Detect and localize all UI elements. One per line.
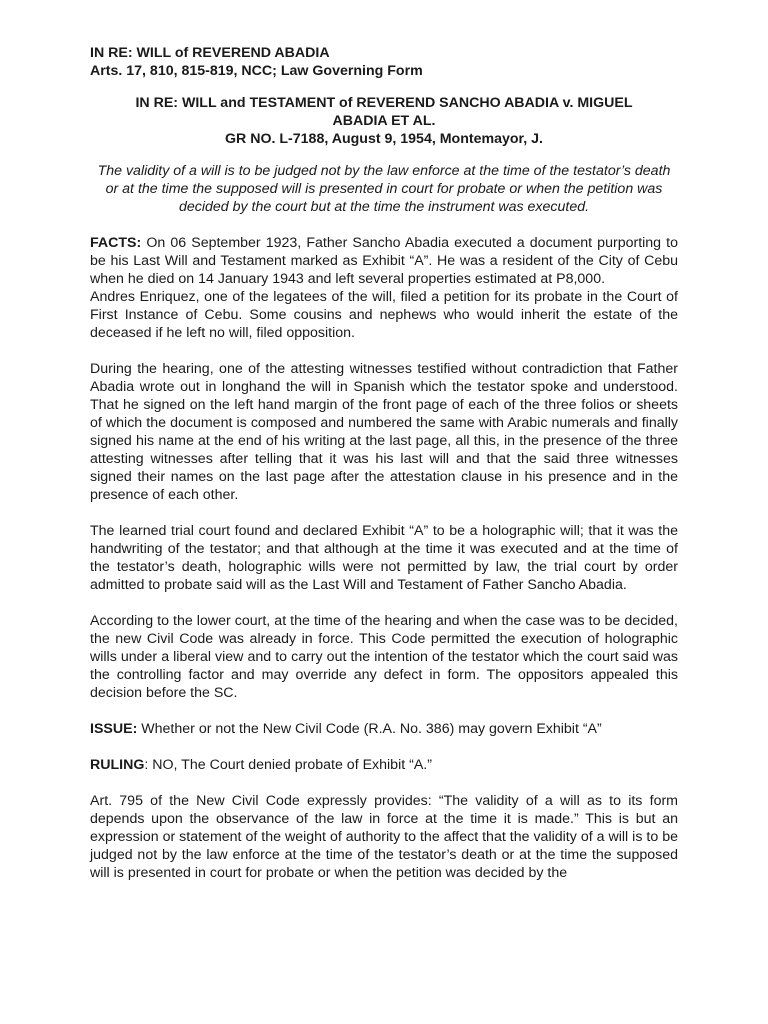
doctrine-statement: The validity of a will is to be judged not by the law enforce at the time of the testator’s death or at the time the supposed will is presented in court for probate or when the petition was decided by the court but at the time the instrument was executed. [97, 163, 671, 215]
case-title-line1: IN RE: WILL and TESTAMENT of REVEREND SANCHO ABADIA v. MIGUEL [135, 95, 633, 111]
facts-paragraph-4: The learned trial court found and declared Exhibit “A” to be a holographic will; that it was the handwriting of the testator; and that although at the time it was executed and at the time of the testator’s death, holographic wills were not permitted by law, the trial court by order admitted to probate said will as the Last Will and Testament of Father Sancho Abadia. [90, 523, 678, 593]
facts-paragraph-2: Andres Enriquez, one of the legatees of the will, filed a petition for its probate in the Court of First Instance of Cebu. Some cousins and nephews who would inherit the estate of the deceased if he left no will, filed opposition. [90, 289, 678, 341]
ruling-discussion-paragraph: Art. 795 of the New Civil Code expressly provides: “The validity of a will as to its form depends upon the observance of the law in force at the time it is made.” This is but an expression or statement of the weight of authority to the affect that the validity of a will is to be judged not by the law enforce at the time of the testator’s death or at the time the supposed will is presented in court for probate or when the petition was decided by the [90, 793, 678, 881]
doc-title: IN RE: WILL of REVEREND ABADIA [90, 45, 330, 61]
issue-paragraph [90, 720, 678, 738]
case-citation: GR NO. L-7188, August 9, 1954, Montemayor, J. [225, 131, 543, 147]
issue-text: Whether or not the New Civil Code (R.A. No. 386) may govern Exhibit “A” [141, 721, 602, 737]
ruling-label: RULING [90, 757, 145, 773]
case-title-block [90, 94, 678, 148]
facts-paragraph-3: During the hearing, one of the attesting witnesses testified without contradiction that Father Abadia wrote out in longhand the will in Spanish which the testator spoke and understood. That he signed on the left hand margin of the front page of each of the three folios or sheets of which the document is composed and numbered the same with Arabic numerals and finally signed his name at the end of his writing at the last page, all this, in the presence of the three attesting witnesses after telling that it was his last will and that the said three witnesses signed their names on the last page after the attestation clause in his presence and in the presence of each other. [90, 361, 678, 503]
ruling-text: : NO, The Court denied probate of Exhibit “A.” [144, 757, 432, 773]
case-title-line2: ABADIA ET AL. [332, 113, 436, 129]
facts-text-1: On 06 September 1923, Father Sancho Abadia executed a document purporting to be his Last Will and Testament marked as Exhibit “A”. He was a resident of the City of Cebu when he died on 14 January 1943 and left several properties estimated at P8,000. [90, 235, 678, 287]
facts-paragraph-1 [90, 234, 678, 288]
ruling-paragraph [90, 756, 678, 774]
facts-paragraph-5: According to the lower court, at the time of the hearing and when the case was to be decided, the new Civil Code was already in force. This Code permitted the execution of holographic wills under a liberal view and to carry out the intention of the testator which the court said was the controlling factor and may override any defect in form. The oppositors appealed this decision before the SC. [90, 613, 678, 701]
doc-subtitle-articles: Arts. 17, 810, 815-819, NCC; Law Governing Form [90, 63, 423, 79]
issue-label: ISSUE: [90, 721, 138, 737]
facts-label: FACTS: [90, 235, 142, 251]
